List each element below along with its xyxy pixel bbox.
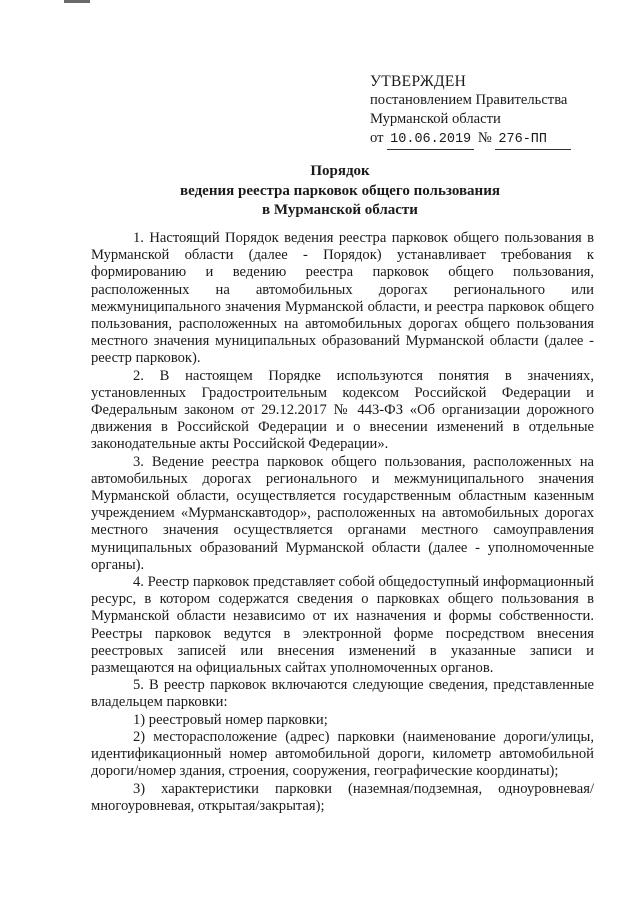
scan-artifact [64,0,90,3]
approval-stamp-block [370,72,610,150]
title-line-1: Порядок [310,163,370,179]
list-item-2: 2) месторасположение (адрес) парковки (наименование дороги/улицы, идентификационный номер автомобильной дороги, километр автомобильной дороги/номер здания, строения, сооружения, географические координаты); [91,728,594,780]
title-line-3: в Мурманской области [262,202,418,218]
document-body [91,230,594,815]
paragraph-5: 5. В реестр парковок включаются следующие сведения, представленные владельцем парковки: [91,677,594,711]
paragraph-1: 1. Настоящий Порядок ведения реестра парковок общего пользования в Мурманской области (далее - Порядок) устанавливает требования к формированию и ведению реестра парковок общего пользования, расположенных на автомобильных дорогах регионального или межмуниципального значения Мурманской области, и реестра парковок общего пользования, расположенных на автомобильных дорогах общего пользования местного значения муниципальных образований Мурманской области (далее - реестр парковок). [91,230,594,367]
approval-line-1: постановлением Правительства [370,92,568,108]
number-sign: № [477,130,492,146]
approval-number: 276-ПП [495,130,571,150]
approval-line-2: Мурманской области [370,111,501,127]
list-item-1: 1) реестровый номер парковки; [133,711,328,728]
approval-date: 10.06.2019 [387,130,474,150]
approval-date-line [370,129,610,150]
list-item-3: 3) характеристики парковки (наземная/подземная, одноуровневая/многоуровневая, открытая/закрытая); [91,780,594,814]
paragraph-4: 4. Реестр парковок представляет собой общедоступный информационный ресурс, в котором содержатся сведения о парковках общего пользования в Мурманской области независимо от их назначения и формы собственности. Реестры парковок ведутся в электронной форме посредством внесения реестровых записей или внесения изменений в указанные записи и размещаются на официальных сайтах уполномоченных органов. [91,574,594,677]
date-prefix: от [370,130,384,146]
title-line-2: ведения реестра парковок общего пользования [180,182,500,199]
document-title [90,162,590,221]
paragraph-3: 3. Ведение реестра парковок общего пользования, расположенных на автомобильных дорогах регионального и межмуниципального значения Мурманской области, осуществляется государственным областным казенным учреждением «Мурманскавтодор», расположенных на автомобильных дорогах местного значения осуществляется органами местного самоуправления муниципальных образований Мурманской области (далее - уполномоченные органы). [91,453,594,573]
paragraph-2: 2. В настоящем Порядке используются понятия в значениях, установленных Градостроительным кодексом Российской Федерации и Федеральным законом от 29.12.2017 № 443-ФЗ «Об организации дорожного движения в Российской Федерации и о внесении изменений в отдельные законодательные акты Российской Федерации». [91,367,594,453]
approval-heading: УТВЕРЖДЕН [370,73,467,90]
